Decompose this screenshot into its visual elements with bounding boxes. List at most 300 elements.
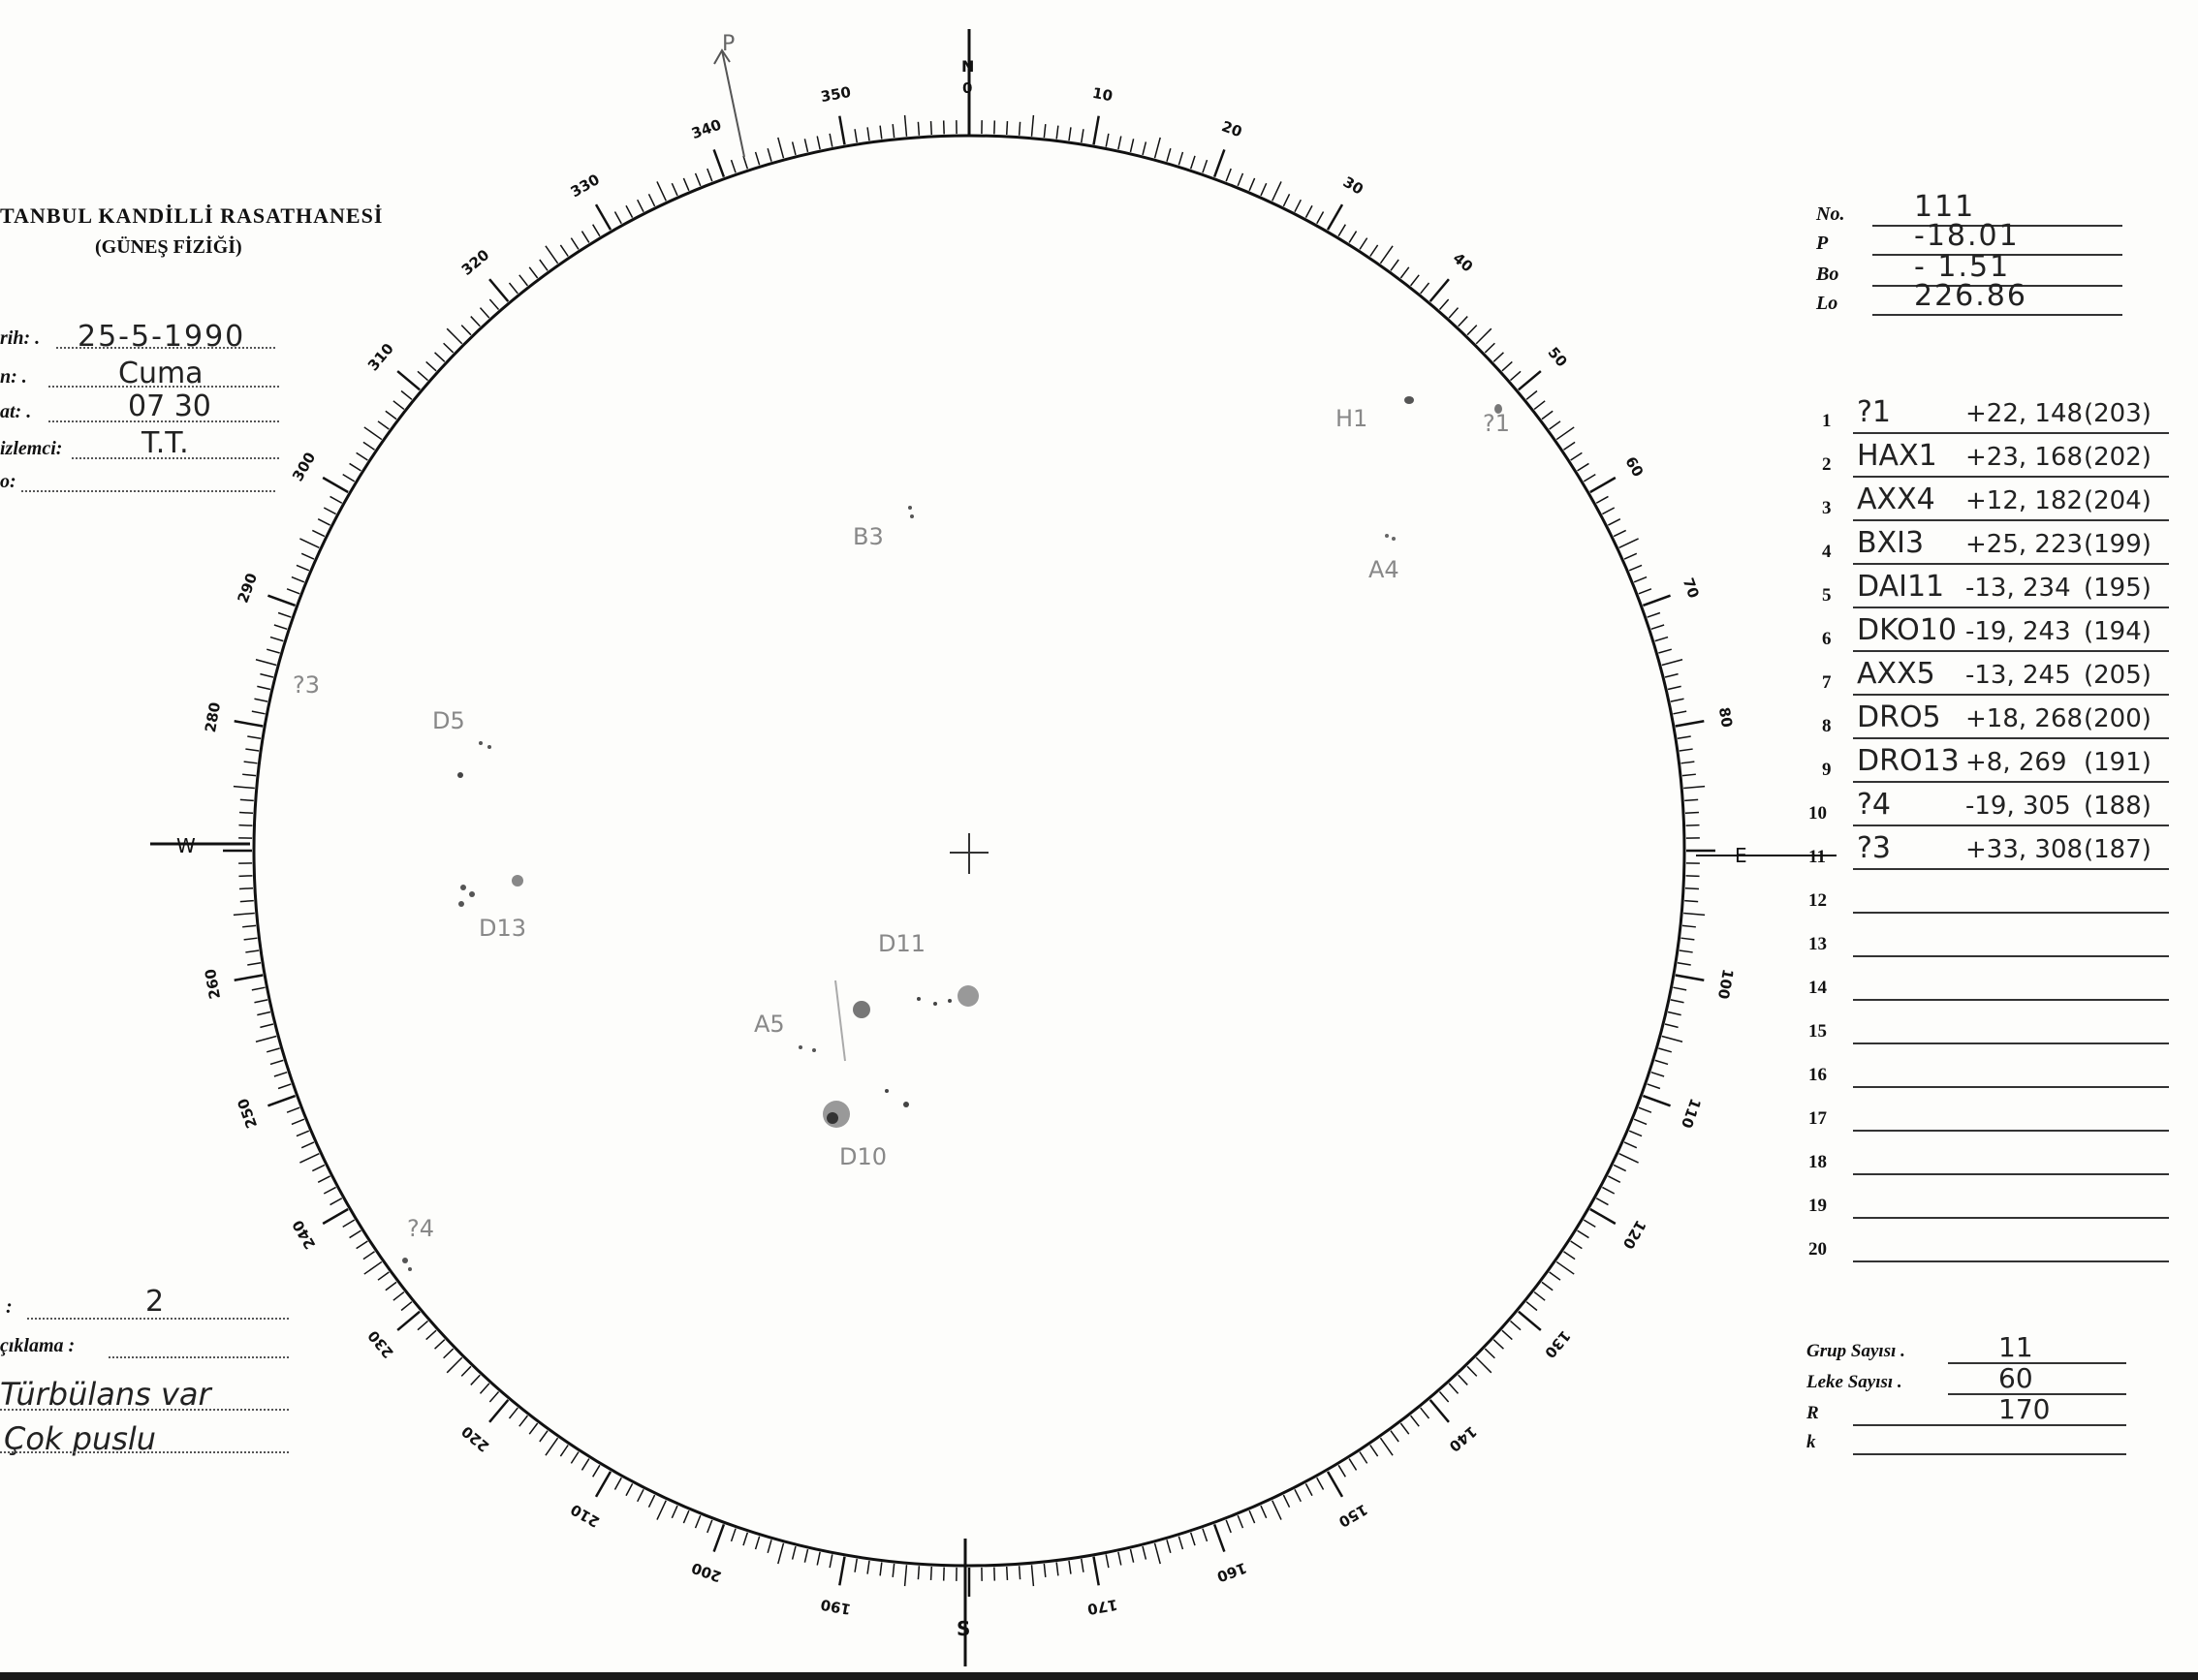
degree-tick (1596, 1198, 1608, 1205)
group-coord: +12, 182 (1965, 486, 2084, 515)
degree-tick (778, 1543, 784, 1564)
param-label: P (1816, 233, 1829, 254)
degree-tick (931, 121, 932, 135)
degree-tick (471, 317, 481, 327)
degree-tick (1526, 1302, 1537, 1311)
spot-label-h1: H1 (1335, 405, 1368, 432)
date-value: 25-5-1990 (78, 320, 246, 354)
degree-tick (1680, 749, 1693, 751)
observatory-title: TANBUL KANDİLLİ RASATHANESİ (0, 203, 384, 228)
degree-tick (1130, 1549, 1133, 1563)
degree-tick (1655, 638, 1668, 641)
degree-tick (1629, 565, 1642, 570)
param-value: -18.01 (1914, 219, 2020, 253)
degree-tick (350, 1230, 361, 1237)
degree-tick (1502, 361, 1512, 370)
note-label: çıklama : (0, 1335, 76, 1356)
degree-tick (1510, 371, 1521, 380)
degree-tick (244, 938, 258, 940)
degree-tick (480, 308, 488, 318)
degree-tick (1651, 1073, 1664, 1076)
group-number: 12 (1808, 890, 1827, 911)
degree-tick (270, 638, 283, 641)
degree-tick (1106, 1554, 1109, 1568)
observatory-subtitle: (GÜNEŞ FİZİĞİ) (95, 236, 242, 258)
degree-tick (1676, 975, 1705, 980)
sunspot-q4a (402, 1258, 408, 1263)
degree-tick (489, 1400, 508, 1422)
degree-tick (245, 950, 259, 952)
degree-tick (1602, 1187, 1614, 1194)
degree-tick (1031, 1565, 1033, 1586)
degree-label: 190 (819, 1595, 853, 1619)
group-id: (204) (2084, 486, 2151, 515)
group-id: (205) (2084, 661, 2151, 690)
sunspot-d13c (458, 901, 464, 907)
degree-tick (234, 787, 255, 789)
sunspot-d11c (917, 997, 921, 1001)
degree-tick (299, 539, 319, 547)
degree-tick (596, 204, 611, 230)
degree-tick (1639, 1107, 1651, 1112)
spot-labels (293, 405, 1510, 1242)
group-number: 7 (1822, 672, 1832, 693)
group-class: ?1 (1857, 395, 1892, 429)
degree-label: 280 (201, 700, 225, 734)
group-coord: +33, 308 (1965, 835, 2084, 864)
degree-tick (1634, 1119, 1647, 1124)
degree-tick (1411, 275, 1420, 286)
group-number: 8 (1822, 716, 1832, 736)
degree-tick (1400, 267, 1408, 278)
degree-tick (1439, 299, 1448, 310)
group-number: 4 (1822, 542, 1832, 562)
spot-label-d10: D10 (839, 1143, 888, 1170)
degree-tick (571, 1452, 579, 1464)
degree-tick (1684, 901, 1698, 902)
degree-tick (1082, 129, 1083, 142)
degree-tick (1143, 1546, 1146, 1560)
degree-label: 20 (1219, 117, 1244, 141)
degree-label: 250 (234, 1096, 262, 1131)
degree-label: 350 (819, 82, 853, 107)
degree-label: 60 (1621, 453, 1648, 481)
degree-tick (1502, 1330, 1512, 1339)
summary-value: 60 (1998, 1362, 2033, 1394)
spot-label-q4: ?4 (407, 1215, 435, 1242)
degree-tick (804, 139, 807, 152)
degree-label: 30 (1339, 172, 1366, 199)
degree-tick (1167, 1540, 1171, 1552)
degree-tick (1226, 169, 1231, 181)
degree-tick (1295, 1489, 1301, 1501)
spot-label-b3: B3 (853, 523, 884, 550)
degree-tick (461, 1366, 471, 1376)
degree-tick (1143, 141, 1146, 155)
degree-tick (1439, 1391, 1448, 1402)
degree-tick (1449, 1384, 1458, 1393)
group-class: DRO5 (1857, 700, 1941, 734)
group-number: 14 (1808, 978, 1827, 998)
observer-value: T.T. (141, 426, 189, 460)
degree-tick (1056, 126, 1058, 140)
degree-tick (1590, 1209, 1616, 1224)
degree-tick (1571, 1241, 1583, 1249)
group-class: ?4 (1857, 788, 1892, 822)
degree-tick (447, 328, 462, 344)
degree-tick (1682, 925, 1696, 926)
degree-tick (1673, 711, 1686, 714)
degree-tick (638, 200, 644, 211)
degree-tick (867, 1561, 869, 1574)
degree-label: 220 (457, 1422, 493, 1456)
day-label: n: . (0, 366, 27, 388)
degree-tick (1651, 625, 1664, 629)
degree-tick (247, 963, 261, 965)
degree-tick (364, 1261, 382, 1274)
degree-tick (1519, 371, 1541, 389)
degree-tick (397, 1312, 420, 1330)
degree-tick (1658, 1048, 1671, 1052)
degree-tick (378, 1272, 389, 1280)
degree-tick (1249, 178, 1254, 191)
degree-tick (1596, 496, 1608, 503)
degree-tick (1624, 1142, 1637, 1148)
degree-tick (1614, 1165, 1626, 1170)
sunspot-d10d (903, 1102, 909, 1107)
degree-tick (274, 1073, 287, 1076)
group-id: (187) (2084, 835, 2151, 864)
sunspot-d13d (512, 875, 523, 887)
sunspot-d11b (958, 985, 979, 1007)
degree-tick (242, 925, 256, 926)
degree-tick (1191, 1533, 1195, 1545)
spot-label-q1: ?1 (1483, 410, 1511, 437)
degree-tick (1044, 1564, 1045, 1577)
degree-label: 240 (289, 1217, 320, 1253)
group-number: 5 (1822, 585, 1832, 606)
degree-tick (1391, 1431, 1398, 1442)
degree-tick (1082, 1559, 1083, 1572)
degree-tick (1203, 160, 1208, 172)
extra-label: o: (0, 471, 16, 492)
degree-tick (1550, 421, 1560, 429)
observer-label: izlemci: (0, 438, 63, 459)
group-class: ?3 (1857, 831, 1892, 865)
degree-tick (855, 129, 857, 142)
date-label: rih: . (0, 327, 41, 349)
degree-tick (732, 1529, 737, 1541)
group-number: 18 (1808, 1152, 1827, 1172)
sunspot-d11e (948, 999, 952, 1003)
degree-tick (324, 508, 335, 514)
degree-tick (540, 1431, 548, 1442)
degree-label: 110 (1677, 1096, 1705, 1131)
degree-tick (817, 1552, 820, 1566)
sunspot-a5b (812, 1048, 816, 1052)
degree-tick (1449, 308, 1458, 318)
degree-tick (1671, 699, 1684, 701)
group-id: (200) (2084, 704, 2151, 733)
degree-label: 260 (201, 967, 225, 1001)
degree-tick (260, 1024, 273, 1027)
degree-tick (278, 613, 291, 618)
degree-tick (301, 1142, 314, 1148)
group-number: 10 (1808, 803, 1827, 824)
degree-label: 290 (234, 571, 262, 606)
degree-tick (1370, 1445, 1378, 1456)
degree-label: 50 (1544, 343, 1571, 371)
time-label: at: . (0, 401, 32, 422)
degree-tick (743, 156, 747, 169)
sunspot-d11d (933, 1002, 937, 1006)
degree-tick (1673, 987, 1686, 990)
degree-tick (1678, 963, 1691, 965)
degree-tick (529, 267, 537, 278)
degree-tick (1584, 1220, 1595, 1227)
degree-tick (471, 1375, 481, 1384)
degree-tick (1167, 148, 1171, 161)
day-value: Cuma (118, 357, 204, 390)
degree-tick (234, 913, 255, 915)
degree-tick (839, 116, 844, 145)
group-class: AXX5 (1857, 657, 1935, 691)
degree-tick (1370, 245, 1378, 257)
degree-tick (401, 1302, 412, 1311)
degree-tick (1349, 232, 1356, 243)
degree-tick (274, 625, 287, 629)
group-id: (191) (2084, 748, 2151, 777)
degree-tick (1459, 1375, 1468, 1384)
degree-tick (324, 1187, 335, 1194)
degree-tick (509, 283, 518, 294)
degree-tick (1400, 1423, 1408, 1434)
degree-tick (318, 519, 330, 525)
sunspot-d13a (460, 885, 466, 890)
degree-tick (245, 749, 259, 751)
param-value: 111 (1914, 190, 1976, 224)
degree-tick (1493, 353, 1503, 362)
degree-tick (1411, 1416, 1420, 1426)
spot-label-d5: D5 (432, 707, 465, 734)
degree-tick (1614, 530, 1626, 536)
degree-tick (626, 205, 633, 217)
degree-tick (386, 1282, 396, 1290)
degree-tick (1214, 1524, 1224, 1551)
degree-label: 230 (363, 1326, 397, 1362)
summary-label: Leke Sayısı . (1806, 1372, 1902, 1392)
degree-tick (519, 1416, 528, 1426)
param-label: No. (1816, 203, 1845, 225)
group-class: BXI3 (1857, 526, 1925, 560)
degree-tick (648, 194, 654, 206)
degree-tick (435, 1340, 445, 1350)
degree-tick (1203, 1529, 1208, 1541)
degree-tick (1106, 134, 1109, 147)
degree-tick (247, 736, 261, 738)
degree-tick (1510, 1321, 1521, 1329)
degree-tick (1283, 194, 1289, 206)
degree-tick (1680, 762, 1694, 763)
degree-tick (1578, 1230, 1589, 1237)
p-axis-line (722, 50, 744, 157)
degree-tick (297, 565, 309, 570)
degree-tick (1178, 1537, 1182, 1549)
degree-tick (1093, 116, 1098, 145)
degree-tick (1155, 1543, 1161, 1564)
degree-tick (1682, 774, 1696, 775)
lower-field-value: 2 (145, 1285, 165, 1319)
degree-tick (299, 1154, 319, 1163)
degree-tick (343, 1220, 355, 1227)
degree-tick (1238, 1515, 1242, 1528)
degree-label: 130 (1541, 1326, 1575, 1362)
south-letter: S (957, 1617, 971, 1640)
degree-tick (378, 421, 389, 429)
degree-tick (855, 1559, 857, 1572)
degree-tick (1624, 553, 1637, 559)
degree-tick (364, 427, 382, 440)
spot-label-q3: ?3 (293, 671, 321, 699)
group-class: DKO10 (1857, 613, 1957, 647)
sunspot-b3a (908, 506, 912, 510)
degree-tick (1534, 401, 1545, 410)
degree-tick (1476, 1357, 1492, 1373)
param-label: Lo (1816, 293, 1838, 314)
degree-tick (292, 577, 304, 582)
group-coord: -13, 234 (1965, 574, 2071, 603)
degree-tick (393, 401, 404, 410)
group-number: 6 (1822, 629, 1832, 649)
group-id: (188) (2084, 792, 2151, 821)
degree-label: 330 (567, 171, 603, 202)
degree-tick (1684, 799, 1698, 800)
group-number: 2 (1822, 454, 1832, 475)
degree-label: 200 (689, 1558, 724, 1586)
degree-tick (905, 115, 907, 137)
degree-tick (1542, 411, 1553, 419)
degree-tick (593, 1465, 600, 1477)
degree-tick (1665, 674, 1679, 677)
sunspot-d5b (487, 745, 491, 749)
sunspot-d5a (479, 741, 483, 745)
degree-tick (267, 1096, 295, 1105)
degree-tick (1668, 686, 1681, 689)
degree-tick (444, 1349, 454, 1358)
degree-tick (267, 596, 295, 606)
note-line-2: Çok puslu (4, 1420, 157, 1457)
group-number: 1 (1822, 411, 1832, 431)
north-zero: 0 (962, 79, 973, 97)
degree-tick (1380, 1438, 1393, 1455)
sunspot-a5a (799, 1045, 802, 1049)
degree-tick (480, 1384, 488, 1393)
degree-label: 300 (289, 449, 320, 484)
group-id: (199) (2084, 530, 2151, 559)
degree-tick (1685, 888, 1699, 889)
degree-tick (1069, 1561, 1071, 1574)
degree-tick (435, 353, 445, 362)
degree-tick (323, 478, 348, 492)
group-coord: +18, 268 (1965, 704, 2084, 733)
degree-tick (240, 799, 254, 800)
degree-label: 210 (567, 1500, 603, 1531)
degree-tick (626, 1483, 633, 1495)
degree-tick (252, 711, 266, 714)
param-value: 226.86 (1914, 279, 2027, 313)
sunspot-b3b (910, 514, 914, 518)
degree-tick (418, 1321, 428, 1329)
degree-tick (614, 212, 621, 224)
degree-tick (1118, 136, 1121, 149)
param-label: Bo (1816, 264, 1839, 285)
degree-tick (546, 1438, 558, 1455)
degree-tick (1658, 649, 1671, 653)
degree-tick (581, 232, 588, 243)
degree-tick (867, 127, 869, 140)
degree-tick (1542, 1282, 1553, 1290)
degree-tick (743, 1533, 747, 1545)
degree-tick (1578, 463, 1589, 470)
degree-tick (707, 169, 712, 181)
degree-tick (614, 1478, 621, 1489)
degree-tick (1305, 1483, 1312, 1495)
sunspot-a4b (1392, 537, 1396, 541)
degree-tick (1283, 1495, 1289, 1508)
sunspot-d10b (827, 1112, 838, 1124)
group-number: 15 (1808, 1021, 1827, 1042)
sunspot-d5c (457, 772, 463, 778)
group-number: 9 (1822, 760, 1832, 780)
degree-tick (1571, 452, 1583, 460)
degree-tick (447, 1357, 462, 1373)
degree-tick (817, 136, 820, 149)
degree-label: 320 (457, 245, 493, 279)
degree-tick (1556, 1261, 1574, 1274)
degree-tick (1683, 787, 1705, 789)
summary-value: 170 (1998, 1393, 2051, 1425)
group-coord: -13, 245 (1965, 661, 2071, 690)
degree-tick (323, 1209, 348, 1224)
degree-label: 310 (363, 339, 397, 375)
degree-tick (267, 1048, 279, 1052)
group-number: 17 (1808, 1108, 1827, 1129)
degree-tick (1421, 1408, 1429, 1418)
degree-tick (240, 901, 254, 902)
degree-tick (357, 452, 368, 460)
degree-tick (1643, 1096, 1670, 1105)
degree-tick (931, 1567, 932, 1580)
degree-tick (1485, 1349, 1494, 1358)
degree-tick (893, 1564, 894, 1577)
degree-tick (683, 1510, 688, 1523)
degree-tick (1328, 1472, 1342, 1497)
degree-tick (593, 225, 600, 236)
degree-tick (546, 246, 558, 264)
degree-tick (239, 813, 253, 814)
degree-tick (242, 774, 256, 775)
group-id: (194) (2084, 617, 2151, 646)
degree-tick (1534, 1292, 1545, 1301)
degree-tick (1668, 1011, 1681, 1014)
group-coord: +22, 148 (1965, 399, 2084, 428)
degree-tick (1069, 127, 1071, 140)
degree-tick (256, 1037, 276, 1042)
degree-tick (1655, 1060, 1668, 1064)
degree-tick (1430, 279, 1449, 301)
degree-tick (793, 141, 796, 155)
sunspot-d10c (885, 1089, 889, 1093)
